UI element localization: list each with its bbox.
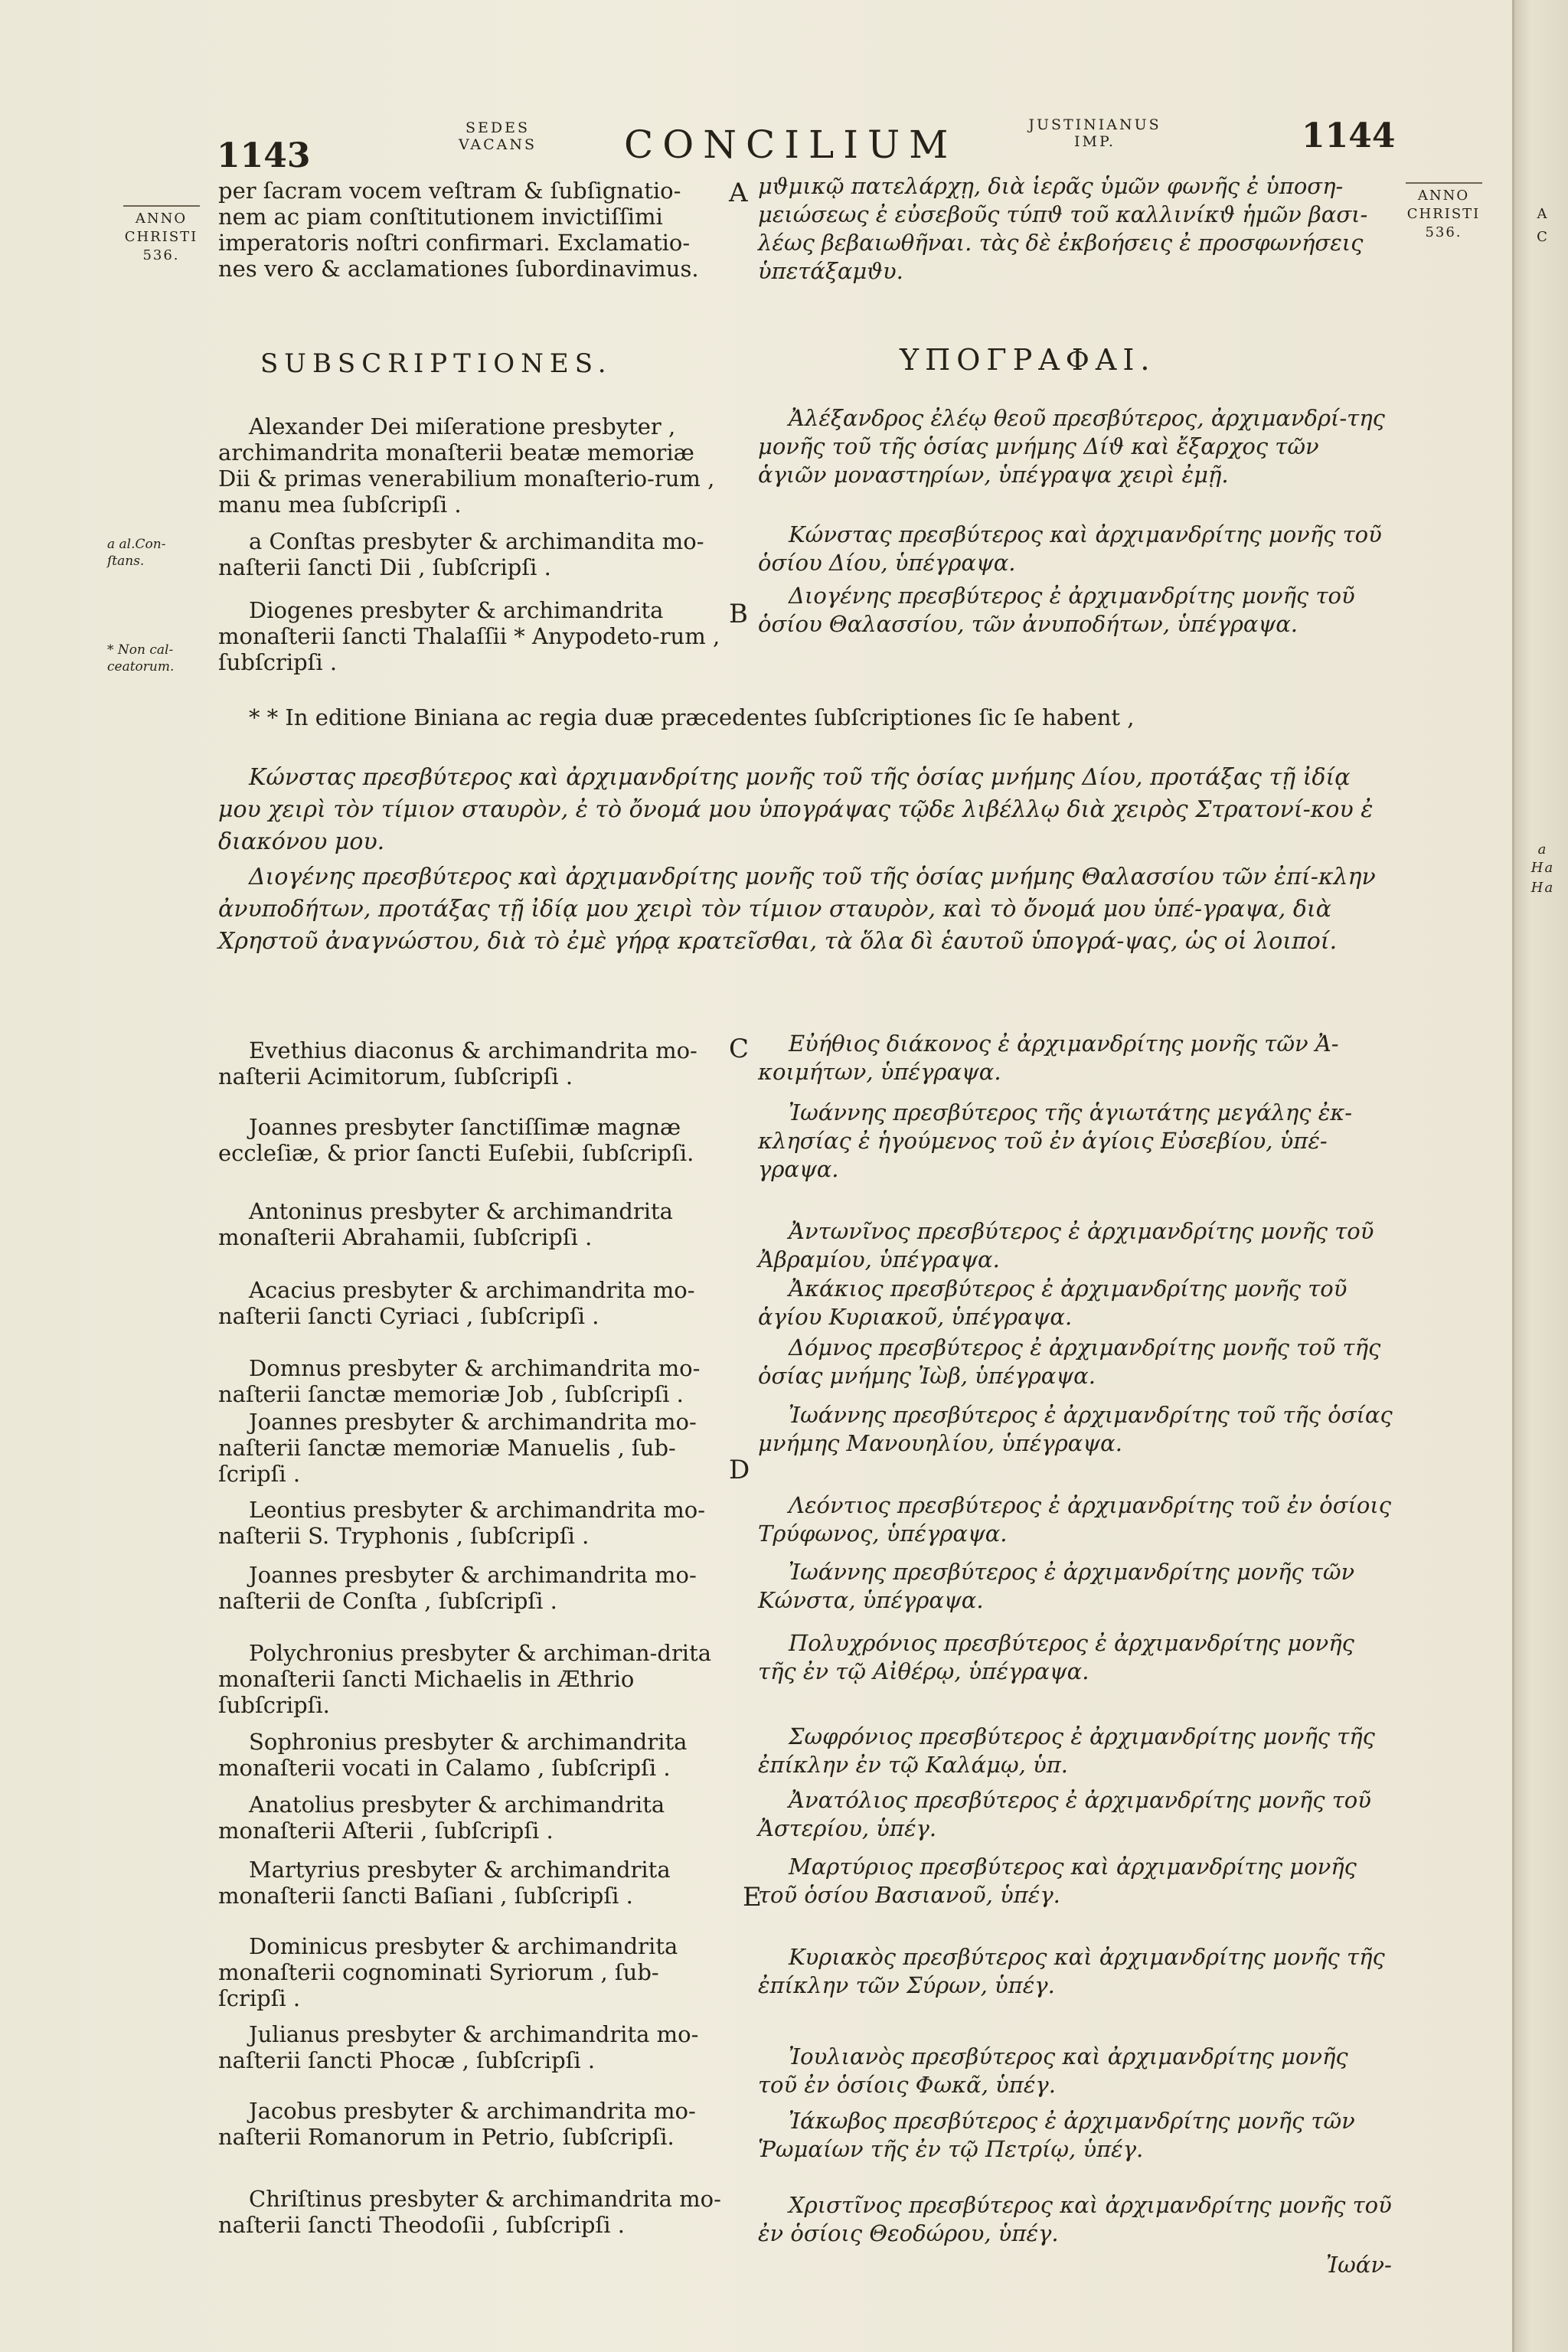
- next-page-edge: [1512, 0, 1568, 2352]
- section-marker-d: D: [729, 1455, 750, 1485]
- intro-latin: per ſacram vocem veſtram & ſubſignatio-nem ac piam conſtitutionem invictiſſimi imperatoris noſtri confirmari. Exclamatio-nes vero & acclamationes ſubordinavimus.: [218, 178, 699, 282]
- greek-subscription: Ἰουλιανὸς πρεσβύτερος καὶ ἀρχιμανδρίτης μονῆς τοῦ ἐν ὁσίοις Φωκᾶ, ὑπέγ.: [758, 2043, 1348, 2098]
- latin-subscription: a Conſtas presbyter & archimandita mo-naſterii ſancti Dii , ſubſcripſi .: [218, 528, 704, 580]
- greek-heading: ΥΠΟΓΡΑΦΑΙ.: [900, 343, 1156, 377]
- greek-subscription: Ἀνατόλιος πρεσβύτερος ἐ ἀρχιμανδρίτης μονῆς τοῦ Ἀστερίου, ὑπέγ.: [758, 1787, 1371, 1841]
- next-page-fragment-a: A: [1537, 206, 1549, 222]
- latin-heading: SUBSCRIPTIONES.: [260, 348, 612, 379]
- latin-subscription: Dominicus presbyter & archimandrita monaſterii cognominati Syriorum , ſub-ſcripſi .: [218, 1933, 678, 2011]
- greek-note-2: Διογένης πρεσβύτερος καὶ ἀρχιμανδρίτης μονῆς τοῦ τῆς ὁσίας μνήμης Θαλασσίου τῶν ἐπί-κλην ἀνυποδήτων, προτάξας τῇ ἰδίᾳ μου χειρὶ τὸν τίμιον σταυρὸν, καὶ τὸ ὄνομά μου ὑπέ-γραψα, διὰ Χρηστοῦ ἀναγνώστου, διὰ τὸ ἐμὲ γήρᾳ κρατεῖσθαι, τὰ ὅλα δὶ ἑαυτοῦ ὑπογρά-ψας, ὡς οἱ λοιποί.: [218, 864, 1376, 955]
- latin-subscription: Martyrius presbyter & archimandrita monaſterii ſancti Baſiani , ſubſcripſi .: [218, 1857, 671, 1909]
- edition-note: * * In editione Biniana ac regia duæ præcedentes ſubſcriptiones ſic ſe habent ,: [249, 704, 1135, 730]
- running-title: CONCILIUM: [624, 122, 958, 167]
- next-page-fragment-ha-2: Ha: [1530, 880, 1555, 896]
- catchword: Ἰωάν-: [1326, 2252, 1392, 2278]
- latin-subscription: Chriſtinus presbyter & archimandrita mo-naſterii ſancti Theodoſii , ſubſcripſi .: [218, 2186, 721, 2238]
- next-page-fragment-ha-1: Ha: [1530, 860, 1555, 876]
- greek-subscription: Πολυχρόνιος πρεσβύτερος ἐ ἀρχιμανδρίτης μονῆς τῆς ἐν τῷ Αἰθέρῳ, ὑπέγραψα.: [758, 1630, 1354, 1684]
- greek-subscription: Ἰωάννης πρεσβύτερος τῆς ἁγιωτάτης μεγάλης ἐκ-κλησίας ἐ ἡγούμενος τοῦ ἐν ἁγίοις Εὐσεβίου, ὑπέ-γραψα.: [758, 1099, 1353, 1182]
- section-marker-b: B: [729, 599, 748, 629]
- next-page-fragment-c: C: [1537, 229, 1549, 245]
- latin-subscription: Joannes presbyter ſanctiſſimæ magnæ eccleſiæ, & prior ſancti Euſebii, ſubſcripſi.: [218, 1114, 694, 1166]
- greek-subscription: Χριστῖνος πρεσβύτερος καὶ ἀρχιμανδρίτης μονῆς τοῦ ἐν ὁσίοις Θεοδώρου, ὑπέγ.: [758, 2192, 1392, 2246]
- greek-subscription: Ἰωάννης πρεσβύτερος ἐ ἀρχιμανδρίτης μονῆς τῶν Κώνστα, ὑπέγραψα.: [758, 1559, 1355, 1613]
- latin-subscription: Leontius presbyter & archimandrita mo-naſterii S. Tryphonis , ſubſcripſi .: [218, 1497, 706, 1549]
- header-sedes-vacans: SEDES VACANS: [458, 119, 537, 153]
- greek-subscription: Κώνστας πρεσβύτερος καὶ ἀρχιμανδρίτης μονῆς τοῦ ὁσίου Δίου, ὑπέγραψα.: [758, 521, 1382, 576]
- latin-subscription: Evethius diaconus & archimandrita mo-naſterii Acimitorum, ſubſcripſi .: [218, 1037, 697, 1089]
- latin-subscription: Antoninus presbyter & archimandrita monaſterii Abrahamii, ſubſcripſi .: [218, 1198, 673, 1250]
- greek-subscription: Δόμνος πρεσβύτερος ἐ ἀρχιμανδρίτης μονῆς τοῦ τῆς ὁσίας μνήμης Ἰὼβ, ὑπέγραψα.: [758, 1334, 1381, 1389]
- greek-subscription: Διογένης πρεσβύτερος ἐ ἀρχιμανδρίτης μονῆς τοῦ ὁσίου Θαλασσίου, τῶν ἀνυποδήτων, ὑπέγραψα.: [758, 583, 1355, 637]
- left-page-number: 1143: [217, 136, 311, 175]
- right-page-number: 1144: [1302, 116, 1396, 155]
- greek-subscription: Ἰάκωβος πρεσβύτερος ἐ ἀρχιμανδρίτης μονῆς τῶν Ῥωμαίων τῆς ἐν τῷ Πετρίῳ, ὑπέγ.: [758, 2108, 1355, 2162]
- latin-subscription: Alexander Dei miſeratione presbyter , archimandrita monaſterii beatæ memoriæ Dii & primas venerabilium monaſterio-rum , manu mea ſubſcripſi .: [218, 413, 715, 518]
- margin-note-star: * Non cal-ceatorum.: [107, 642, 175, 675]
- latin-subscription: Joannes presbyter & archimandrita mo-naſterii ſanctæ memoriæ Manuelis , ſub-ſcripſi .: [218, 1409, 697, 1487]
- section-marker-c: C: [729, 1034, 750, 1064]
- margin-note-a: a al.Con-ſtans.: [107, 537, 166, 569]
- latin-subscription: Julianus presbyter & archimandrita mo-naſterii ſancti Phocæ , ſubſcripſi .: [218, 2021, 699, 2073]
- greek-subscription: Ἰωάννης πρεσβύτερος ἐ ἀρχιμανδρίτης τοῦ τῆς ὁσίας μνήμης Μανουηλίου, ὑπέγραψα.: [758, 1402, 1393, 1456]
- section-marker-a: A: [729, 178, 748, 208]
- latin-subscription: Sophronius presbyter & archimandrita monaſterii vocati in Calamo , ſubſcripſi .: [218, 1729, 688, 1781]
- greek-subscription: Σωφρόνιος πρεσβύτερος ἐ ἀρχιμανδρίτης μονῆς τῆς ἐπίκλην ἐν τῷ Καλάμῳ, ὑπ.: [758, 1723, 1375, 1778]
- greek-note-1: Κώνστας πρεσβύτερος καὶ ἀρχιμανδρίτης μονῆς τοῦ τῆς ὁσίας μνήμης Δίου, προτάξας τῇ ἰδίᾳ μου χειρὶ τὸν τίμιον σταυρὸν, ἐ τὸ ὄνομά μου ὑπογράψας τῷδε λιβέλλῳ διὰ χειρὸς Στρατονί-κου ἐ διακόνου μου.: [218, 764, 1374, 855]
- greek-subscription: Ἀλέξανδρος ἐλέῳ θεοῦ πρεσβύτερος, ἀρχιμανδρί-της μονῆς τοῦ τῆς ὁσίας μνήμης Δίϑ καὶ ἔξαρχος τῶν ἁγιῶν μοναστηρίων, ὑπέγραψα χειρὶ ἐμῇ.: [758, 405, 1385, 488]
- greek-subscription: Μαρτύριος πρεσβύτερος καὶ ἀρχιμανδρίτης μονῆς τοῦ ὁσίου Βασιανοῦ, ὑπέγ.: [758, 1854, 1357, 1908]
- section-marker-e: E: [743, 1882, 762, 1913]
- latin-subscription: Jacobus presbyter & archimandrita mo-naſterii Romanorum in Petrio, ſubſcripſi.: [218, 2098, 696, 2150]
- greek-subscription: Ἀκάκιος πρεσβύτερος ἐ ἀρχιμανδρίτης μονῆς τοῦ ἁγίου Κυριακοῦ, ὑπέγραψα.: [758, 1276, 1348, 1330]
- greek-subscription: Εὐήθιος διάκονος ἐ ἀρχιμανδρίτης μονῆς τῶν Ἀ-κοιμήτων, ὑπέγραψα.: [758, 1031, 1339, 1085]
- header-justinianus-imp: JUSTINIANUS IMP.: [1028, 116, 1161, 150]
- latin-subscription: Domnus presbyter & archimandrita mo-naſterii ſanctæ memoriæ Job , ſubſcripſi .: [218, 1355, 701, 1407]
- latin-subscription: Anatolius presbyter & archimandrita monaſterii Aſterii , ſubſcripſi .: [218, 1792, 665, 1844]
- greek-subscription: Ἀντωνῖνος πρεσβύτερος ἐ ἀρχιμανδρίτης μονῆς τοῦ Ἀβραμίου, ὑπέγραψα.: [758, 1218, 1374, 1272]
- intro-greek: μϑμικῷ πατελάρχῃ, διὰ ἱερᾶς ὑμῶν φωνῆς ἐ ὑποση-μειώσεως ἐ εὐσεβοῦς τύπϑ τοῦ καλλινίκϑ ἡμῶν βασι-λέως βεβαιωθῆναι. τὰς δὲ ἐκβοήσεις ἐ προσφωνήσεις ὑπετάξαμϑυ.: [758, 173, 1368, 284]
- latin-subscription: Acacius presbyter & archimandrita mo-naſterii ſancti Cyriaci , ſubſcripſi .: [218, 1277, 695, 1329]
- next-page-fragment-note: a: [1537, 841, 1548, 858]
- latin-subscription: Polychronius presbyter & archiman-drita monaſterii ſancti Michaelis in Æthrio ſubſcripſi.: [218, 1640, 712, 1718]
- right-margin-year: ANNO CHRISTI 536.: [1396, 182, 1491, 242]
- left-margin-year: ANNO CHRISTI 536.: [113, 205, 209, 265]
- latin-subscription: Diogenes presbyter & archimandrita monaſterii ſancti Thalaſſii * Anypodeto-rum , ſubſcripſi .: [218, 597, 720, 675]
- latin-subscription: Joannes presbyter & archimandrita mo-naſterii de Conſta , ſubſcripſi .: [218, 1562, 697, 1614]
- greek-subscription: Κυριακὸς πρεσβύτερος καὶ ἀρχιμανδρίτης μονῆς τῆς ἐπίκλην τῶν Σύρων, ὑπέγ.: [758, 1944, 1385, 1998]
- greek-subscription: Λεόντιος πρεσβύτερος ἐ ἀρχιμανδρίτης τοῦ ἐν ὁσίοις Τρύφωνος, ὑπέγραψα.: [758, 1492, 1391, 1547]
